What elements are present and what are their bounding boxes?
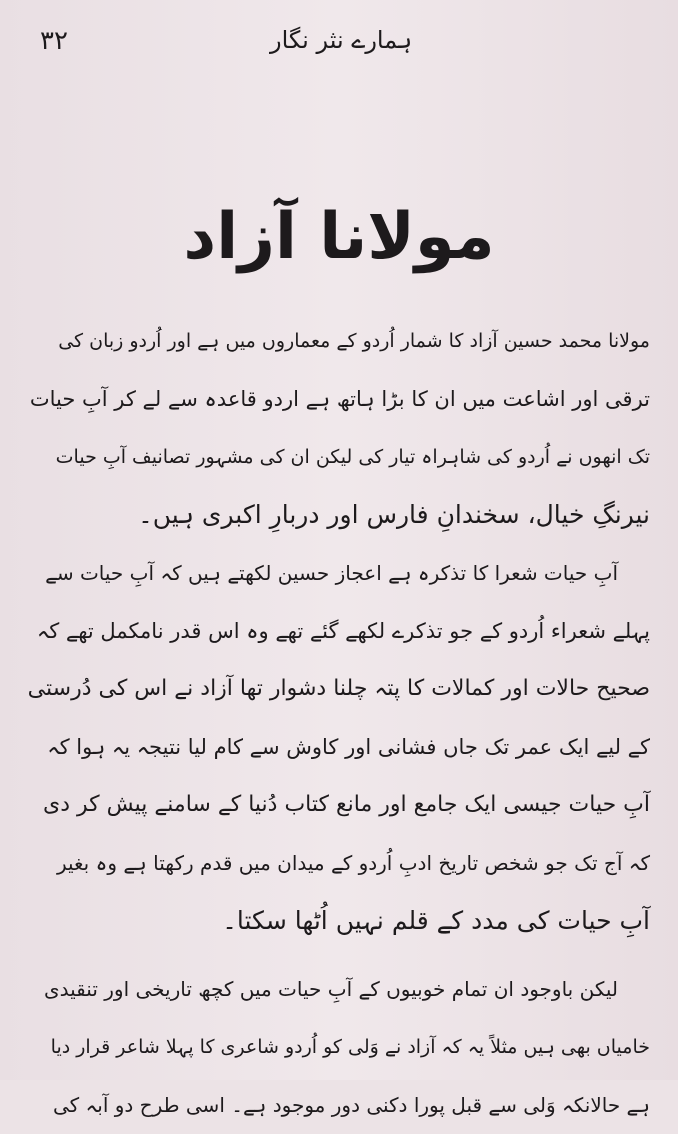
text-line: کے لیے ایک عمر تک جاں فشانی اور کاوش سے کام لیا نتیجہ یہ ہوا کہ xyxy=(47,735,650,759)
text-line: ترقی اور اشاعت میں ان کا بڑا ہاتھ ہے اردو قاعدہ سے لے کر آبِ حیات xyxy=(29,387,650,411)
chapter-title: مولانا آزاد xyxy=(183,200,495,274)
page-header xyxy=(40,26,618,66)
text-line: مولانا محمد حسین آزاد کا شمار اُردو کے معماروں میں ہے اور اُردو زبان کی xyxy=(58,330,650,352)
paragraph xyxy=(28,960,650,1134)
page-number: ۳۲ xyxy=(40,26,68,56)
paragraph xyxy=(28,544,650,950)
running-head: ہمارے نثر نگار xyxy=(270,26,413,54)
text-line: آبِ حیات جیسی ایک جامع اور مانع کتاب دُنیا کے سامنے پیش کر دی xyxy=(42,792,650,817)
text-line: آبِ حیات کی مدد کے قلم نہیں اُٹھا سکتا۔ xyxy=(222,906,650,935)
text-line: خامیاں بھی ہیں مثلاً یہ کہ آزاد نے وَلی کو اُردو شاعری کا پہلا شاعر قرار دیا xyxy=(50,1036,650,1058)
paragraph xyxy=(28,312,650,544)
text-line: تک انھوں نے اُردو کی شاہراہ تیار کی لیکن ان کی مشہور تصانیف آبِ حیات xyxy=(55,446,650,468)
text-line: آبِ حیات شعرا کا تذکرہ ہے اعجاز حسین لکھتے ہیں کہ آبِ حیات سے xyxy=(45,561,618,585)
body-text xyxy=(28,312,650,1134)
paragraph-gap xyxy=(28,950,650,960)
text-line: کہ آج تک جو شخص تاریخ ادبِ اُردو کے میدان میں قدم رکھتا ہے وہ بغیر xyxy=(56,851,650,875)
text-line: نیرنگِ خیال، سخندانِ فارس اور دربارِ اکبری ہیں۔ xyxy=(138,500,650,529)
text-line: پہلے شعراء اُردو کے جو تذکرے لکھے گئے تھے وہ اس قدر نامکمل تھے کہ xyxy=(36,619,650,643)
text-line: لیکن باوجود ان تمام خوبیوں کے آبِ حیات میں کچھ تاریخی اور تنقیدی xyxy=(43,977,618,1001)
text-line: ہے حالانکہ وَلی سے قبل پورا دکنی دور موجود ہے۔ اسی طرح دو آبہ کی xyxy=(53,1093,650,1117)
text-line: صحیح حالات اور کمالات کا پتہ چلنا دشوار تھا آزاد نے اس کی دُرستی xyxy=(27,676,650,701)
